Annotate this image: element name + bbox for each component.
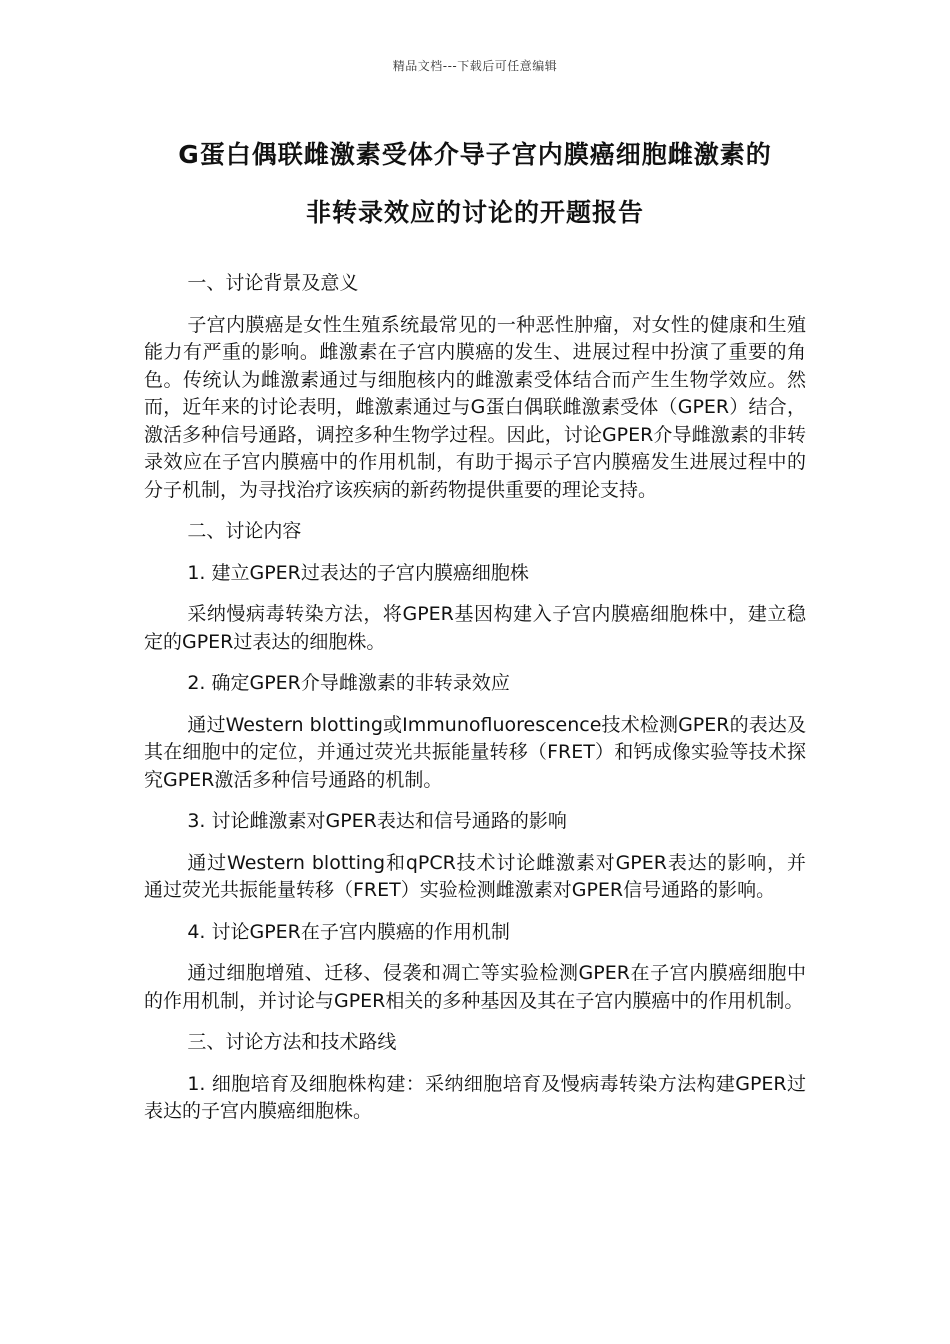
- document-body: [144, 270, 806, 1140]
- paragraph-method-1: 1. 细胞培育及细胞株构建：采纳细胞培育及慢病毒转染方法构建GPER过表达的子宫内膜癌细胞株。: [144, 1072, 806, 1122]
- document-title-line-2: 非转录效应的讨论的开题报告: [305, 198, 644, 227]
- header-note: 精品文档---下载后可任意编辑: [392, 59, 558, 73]
- paragraph-background: 子宫内膜癌是女性生殖系统最常见的一种恶性肿瘤，对女性的健康和生殖能力有严重的影响。雌激素在子宫内膜癌的发生、进展过程中扮演了重要的角色。传统认为雌激素通过与细胞核内的雌激素受体结合而产生生物学效应。然而，近年来的讨论表明，雌激素通过与G蛋白偶联雌激素受体（GPER）结合，激活多种信号通路，调控多种生物学过程。因此，讨论GPER介导雌激素的非转录效应在子宫内膜癌中的作用机制，有助于揭示子宫内膜癌发生进展过程中的分子机制，为寻找治疗该疾病的新药物提供重要的理论支持。: [144, 313, 806, 501]
- document-title-line-1: G蛋白偶联雌激素受体介导子宫内膜癌细胞雌激素的: [178, 140, 772, 169]
- paragraph-item-3: 通过Western blotting和qPCR技术讨论雌激素对GPER表达的影响，并通过荧光共振能量转移（FRET）实验检测雌激素对GPER信号通路的影响。: [144, 851, 806, 901]
- paragraph-item-2: 通过Western blotting或Immunofluorescence技术检测GPER的表达及其在细胞中的定位，并通过荧光共振能量转移（FRET）和钙成像实验等技术探究GPER激活多种信号通路的机制。: [144, 713, 806, 791]
- item-heading-3: 3. 讨论雌激素对GPER表达和信号通路的影响: [187, 810, 567, 832]
- section-heading-content: 二、讨论内容: [187, 520, 302, 542]
- section-heading-background: 一、讨论背景及意义: [187, 272, 359, 294]
- item-heading-1: 1. 建立GPER过表达的子宫内膜癌细胞株: [187, 561, 529, 584]
- section-heading-methods: 三、讨论方法和技术路线: [187, 1031, 397, 1053]
- paragraph-item-4: 通过细胞增殖、迁移、侵袭和凋亡等实验检测GPER在子宫内膜癌细胞中的作用机制，并讨论与GPER相关的多种基因及其在子宫内膜癌中的作用机制。: [144, 962, 806, 1012]
- item-heading-4: 4. 讨论GPER在子宫内膜癌的作用机制: [187, 920, 510, 943]
- item-heading-2: 2. 确定GPER介导雌激素的非转录效应: [187, 672, 510, 694]
- paragraph-item-1: 采纳慢病毒转染方法，将GPER基因构建入子宫内膜癌细胞株中，建立稳定的GPER过表达的细胞株。: [144, 603, 806, 653]
